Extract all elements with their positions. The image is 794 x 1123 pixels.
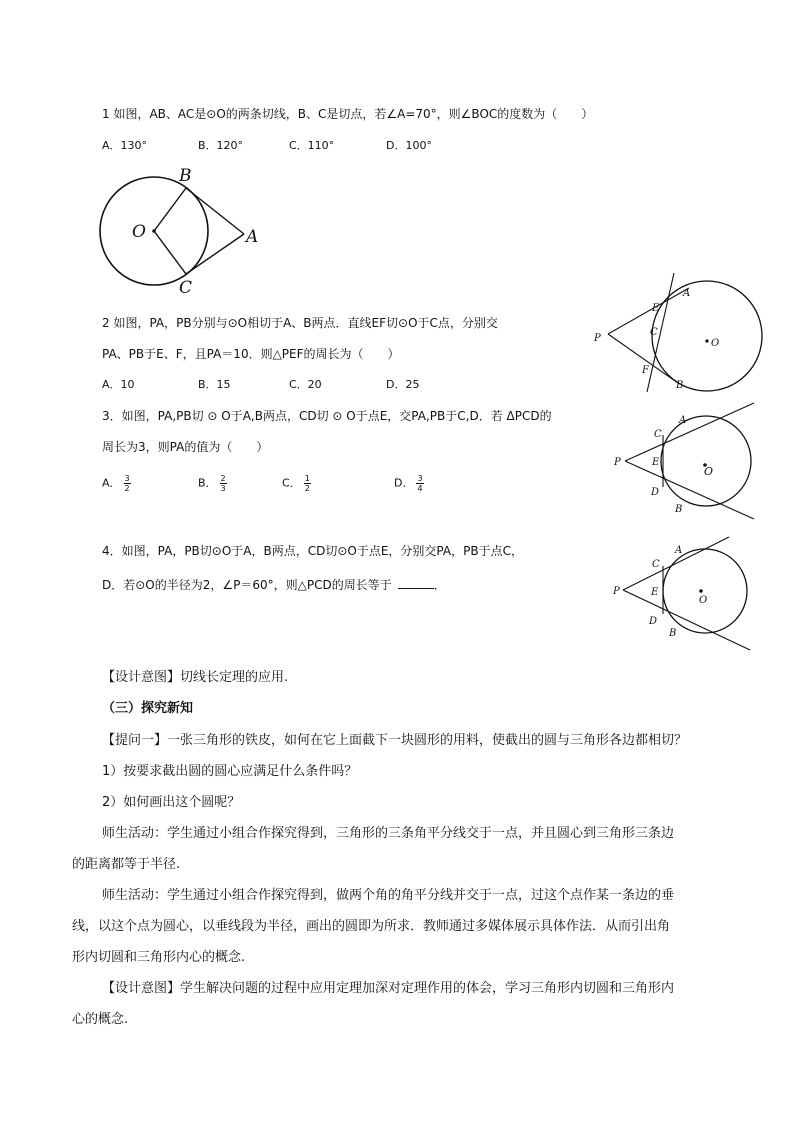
label-e: E: [652, 303, 660, 314]
q3-option-d: D． $\frac{3}{4}$: [394, 474, 423, 493]
figure-2-triangle-pef: [590, 270, 760, 395]
label-b: B: [676, 380, 684, 391]
activity-2-line-1: 师生活动：学生通过小组合作探究得到，做两个角的角平分线并交于一点，过这个点作某一条边的垂: [102, 888, 675, 903]
label-o: O: [711, 338, 720, 349]
label-o: O: [704, 465, 714, 478]
design-intent-2-line-2: 心的概念.: [72, 1012, 129, 1027]
label-a: A: [679, 415, 687, 426]
figure-1-circle-tangents: [95, 160, 275, 300]
q2-option-b: B．15: [198, 378, 231, 391]
q1-option-d: D．100°: [386, 139, 432, 152]
activity-2-line-2: 线，以这个点为圆心，以垂线段为半径，画出的圆即为所求．教师通过多媒体展示具体作法．从而引出角: [72, 919, 671, 934]
label-o: O: [132, 222, 146, 242]
q2-option-c: C．20: [289, 378, 322, 391]
q1-option-a: A．130°: [102, 139, 148, 152]
q2-line-1: 2 如图，PA，PB分别与⊙O相切于A、B两点．直线EF切⊙O于C点，分别交: [102, 316, 498, 330]
q1-text: 1 如图，AB、AC是⊙O的两条切线，B、C是切点，若∠A=70°，则∠BOC的度数为（ ）: [102, 107, 594, 121]
label-b: B: [669, 628, 677, 639]
q3-option-b: B． $\frac{2}{3}$: [198, 474, 226, 493]
sub-question-2: 2）如何画出这个圆呢？: [102, 795, 241, 810]
label-a: A: [675, 545, 683, 556]
label-o: O: [699, 595, 708, 606]
activity-1-line-1: 师生活动：学生通过小组合作探究得到，三角形的三条角平分线交于一点，并且圆心到三角形三条边: [102, 826, 675, 841]
label-p: P: [614, 457, 621, 468]
label-c: C: [654, 429, 662, 440]
q3-line-2: 周长为3，则PA的值为（ ）: [102, 440, 269, 454]
label-a: A: [246, 227, 259, 247]
label-e: E: [652, 457, 660, 468]
q1-option-b: B．120°: [198, 139, 244, 152]
figure-4-triangle-pcd: [605, 535, 765, 655]
q2-line-2: PA、PB于E、F，且PA＝10．则△PEF的周长为（ ）: [102, 347, 400, 361]
figure-3-triangle-pcd: [605, 395, 765, 525]
answer-blank[interactable]: [398, 578, 434, 589]
label-d: D: [651, 487, 660, 498]
q2-option-a: A．10: [102, 378, 135, 391]
label-a: A: [683, 288, 691, 299]
sub-question-1: 1）按要求截出圆的圆心应满足什么条件吗？: [102, 764, 358, 779]
label-b: B: [179, 166, 192, 186]
design-intent-2-line-1: 【设计意图】学生解决问题的过程中应用定理加深对定理作用的体会，学习三角形内切圆和三角形内: [102, 981, 675, 996]
label-d: D: [649, 616, 658, 627]
activity-1-line-2: 的距离都等于半径.: [72, 857, 181, 872]
design-intent-1: 【设计意图】切线长定理的应用.: [102, 670, 289, 685]
label-e: E: [651, 587, 659, 598]
q4-line-2: D．若⊙O的半径为2，∠P＝60°，则△PCD的周长等于 ．: [102, 578, 446, 592]
q3-line-1: 3．如图，PA,PB切 ⊙ O于A,B两点，CD切 ⊙ O于点E，交PA,PB于C,D．若 ΔPCD的: [102, 409, 552, 423]
section-heading: （三）探究新知: [102, 701, 194, 716]
q3-option-c: C． $\frac{1}{2}$: [282, 474, 310, 493]
label-c: C: [652, 559, 660, 570]
q1-option-c: C．110°: [289, 139, 335, 152]
label-b: B: [675, 504, 683, 515]
activity-2-line-3: 形内切圆和三角形内心的概念.: [72, 950, 246, 965]
q4-line-1: 4．如图，PA，PB切⊙O于A，B两点，CD切⊙O于点E，分别交PA，PB于点C，: [102, 544, 523, 558]
label-p: P: [594, 333, 601, 344]
question-one: 【提问一】一张三角形的铁皮，如何在它上面截下一块圆形的用料，使截出的圆与三角形各边都相切？: [102, 733, 688, 748]
label-c: C: [179, 278, 193, 298]
q3-option-a: A． $\frac{3}{2}$: [102, 474, 130, 493]
label-p: P: [613, 586, 620, 597]
label-c: C: [650, 327, 658, 338]
q2-option-d: D．25: [386, 378, 420, 391]
label-f: F: [642, 365, 649, 376]
